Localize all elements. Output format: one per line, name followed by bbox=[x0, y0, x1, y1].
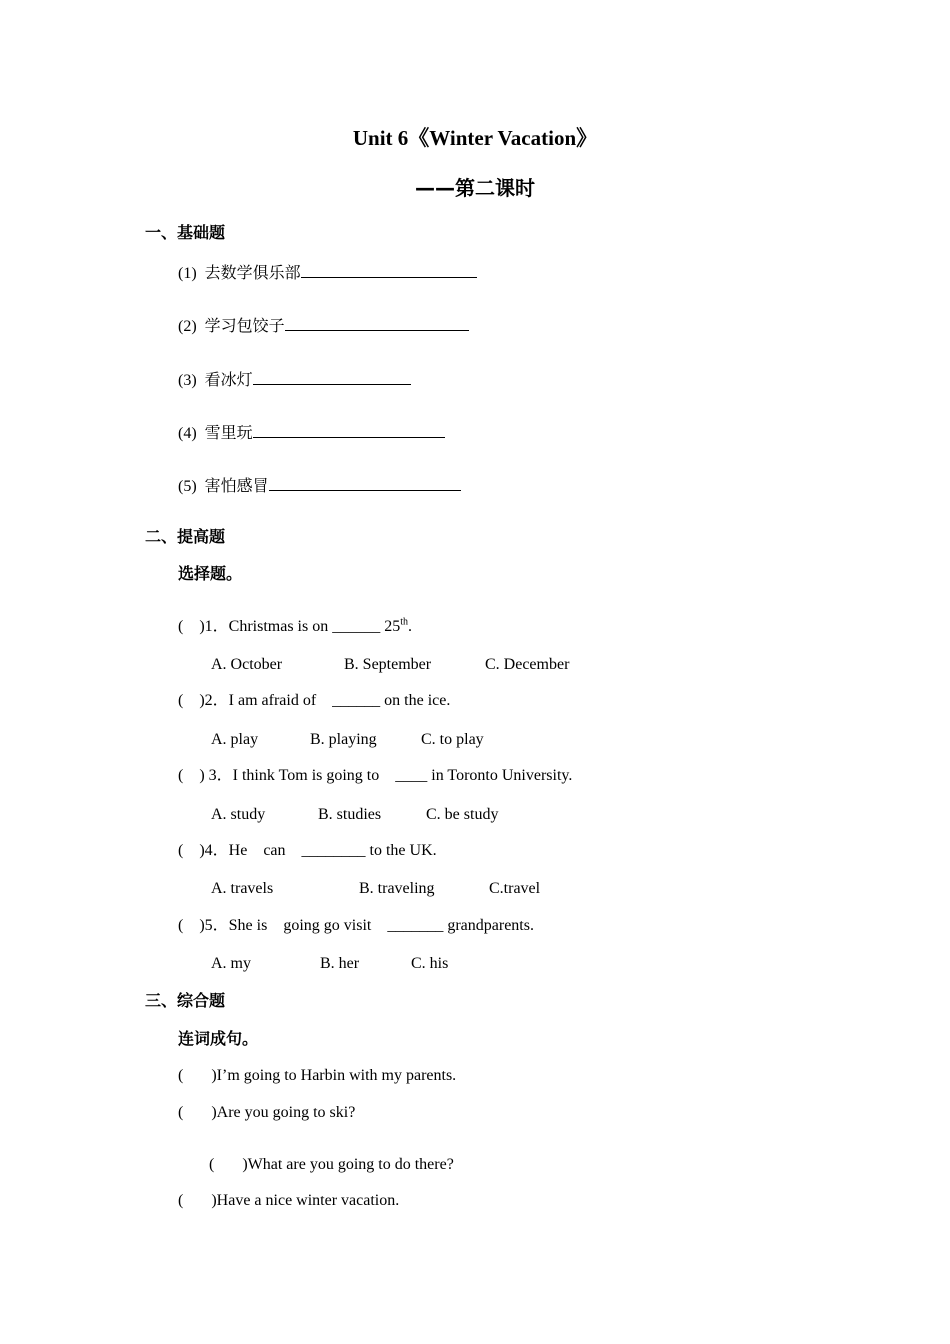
question-text: 4．He can ________ to the UK. bbox=[204, 842, 437, 859]
answer-bracket[interactable]: ( ) bbox=[178, 1104, 217, 1121]
section-heading-basic: 一、基础题 bbox=[145, 223, 226, 242]
question-2-option-b: B. playing bbox=[310, 731, 377, 748]
fill-item-prompt: 害怕感冒 bbox=[204, 476, 269, 495]
question-5-stem bbox=[178, 918, 534, 934]
question-text: 1．Christmas is on ______ 25 bbox=[204, 618, 401, 635]
answer-bracket[interactable]: ( ) bbox=[178, 1192, 217, 1209]
superscript: th bbox=[400, 616, 409, 628]
question-5-option-b: B. her bbox=[320, 955, 360, 972]
question-2-option-a: A. play bbox=[211, 731, 259, 748]
answer-bracket[interactable]: ( ) bbox=[178, 767, 205, 784]
question-4-stem bbox=[178, 843, 437, 859]
instruction-choice: 选择题。 bbox=[178, 564, 243, 583]
question-text: 3．I think Tom is going to ____ in Toronto University. bbox=[204, 767, 573, 784]
fill-item-number: (1) bbox=[178, 265, 197, 282]
fill-item-prompt: 学习包饺子 bbox=[204, 316, 285, 335]
fill-item-1 bbox=[178, 262, 477, 282]
fill-item-number: (2) bbox=[178, 318, 197, 335]
question-text: 5．She is going go visit _______ grandparents. bbox=[204, 917, 534, 934]
question-1-option-b: B. September bbox=[344, 656, 432, 673]
dialogue-text: Are you going to ski? bbox=[216, 1104, 356, 1121]
dialogue-text: I’m going to Harbin with my parents. bbox=[216, 1067, 457, 1084]
question-1-stem bbox=[178, 616, 413, 635]
dialogue-line-2 bbox=[178, 1105, 355, 1121]
fill-item-3 bbox=[178, 369, 411, 389]
question-3-option-b: B. studies bbox=[318, 806, 382, 823]
answer-blank[interactable] bbox=[301, 262, 477, 278]
fill-item-number: (5) bbox=[178, 478, 197, 495]
answer-bracket[interactable]: ( ) bbox=[178, 1067, 217, 1084]
question-1-option-a: A. October bbox=[211, 656, 283, 673]
dialogue-line-1 bbox=[178, 1068, 456, 1084]
fill-item-prompt: 去数学俱乐部 bbox=[204, 263, 301, 282]
question-3-option-c: C. be study bbox=[426, 806, 499, 823]
question-4-option-c: C.travel bbox=[489, 880, 541, 897]
answer-blank[interactable] bbox=[253, 369, 411, 385]
answer-bracket[interactable]: ( ) bbox=[178, 618, 205, 635]
page-subtitle: ——第二课时 bbox=[415, 176, 535, 200]
dialogue-line-3 bbox=[209, 1157, 454, 1173]
answer-bracket[interactable]: ( ) bbox=[178, 917, 205, 934]
question-2-stem bbox=[178, 693, 450, 709]
answer-blank[interactable] bbox=[269, 475, 461, 491]
question-text-end: . bbox=[408, 618, 413, 635]
answer-blank[interactable] bbox=[285, 315, 469, 331]
answer-bracket[interactable]: ( ) bbox=[209, 1156, 248, 1173]
dialogue-line-4 bbox=[178, 1193, 399, 1209]
fill-item-prompt: 雪里玩 bbox=[204, 423, 253, 442]
question-1-option-c: C. December bbox=[485, 656, 570, 673]
question-4-option-a: A. travels bbox=[211, 880, 274, 897]
page-title: Unit 6《Winter Vacation》 bbox=[352, 126, 598, 150]
question-5-option-a: A. my bbox=[211, 955, 251, 972]
question-5-option-c: C. his bbox=[411, 955, 449, 972]
section-heading-comprehensive: 三、综合题 bbox=[145, 991, 226, 1010]
answer-bracket[interactable]: ( ) bbox=[178, 842, 205, 859]
dialogue-text: What are you going to do there? bbox=[247, 1156, 454, 1173]
fill-item-number: (4) bbox=[178, 425, 197, 442]
instruction-order-sentences: 连词成句。 bbox=[178, 1029, 259, 1048]
question-4-option-b: B. traveling bbox=[359, 880, 435, 897]
fill-item-4 bbox=[178, 422, 445, 442]
answer-blank[interactable] bbox=[253, 422, 445, 438]
fill-item-5 bbox=[178, 475, 461, 495]
question-3-option-a: A. study bbox=[211, 806, 266, 823]
section-heading-advanced: 二、提高题 bbox=[145, 527, 226, 546]
dialogue-text: Have a nice winter vacation. bbox=[216, 1192, 400, 1209]
question-3-stem bbox=[178, 768, 572, 784]
fill-item-number: (3) bbox=[178, 372, 197, 389]
question-2-option-c: C. to play bbox=[421, 731, 484, 748]
fill-item-prompt: 看冰灯 bbox=[204, 370, 253, 389]
question-text: 2．I am afraid of ______ on the ice. bbox=[204, 692, 451, 709]
answer-bracket[interactable]: ( ) bbox=[178, 692, 205, 709]
fill-item-2 bbox=[178, 315, 469, 335]
